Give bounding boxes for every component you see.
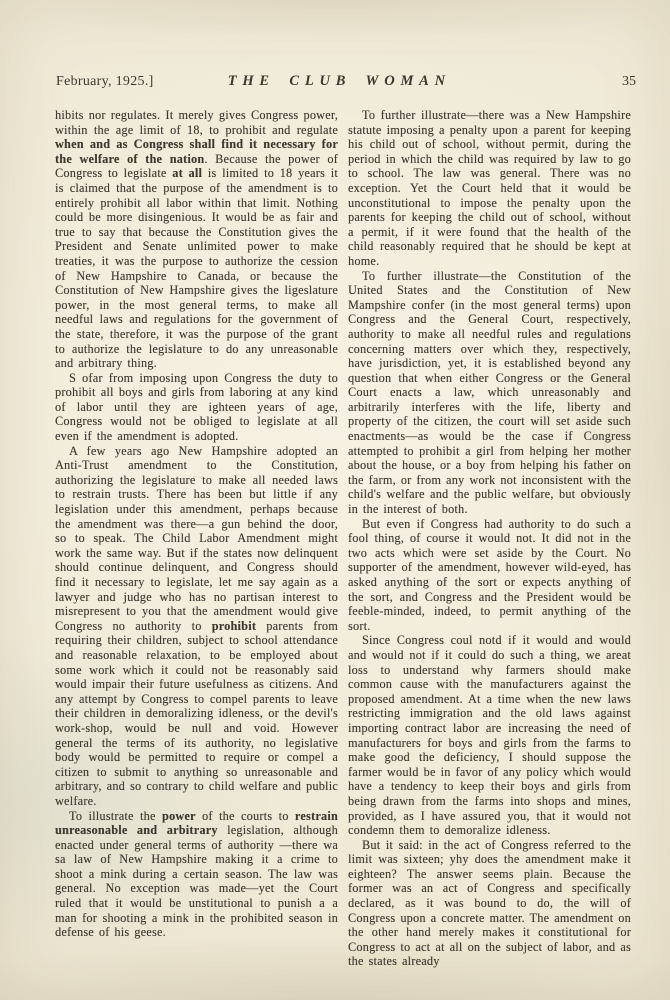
text-segment: A few years ago New Hampshire adopted an Anti-Trust amendment to the Constitution, authorizing the legislature to make all needed laws to restrain trusts. There has been but little if any legislation under this amendment, perhaps because the amendment was there—a gun behind the door, so to speak. The Child Labor Amendment might work the same way. But if the states now delinquent should continue delinquent, and Congress should find it necessary to legislate, let me say again as a lawyer and judge who has no partisan interest to misrepresent to you that the amendment would give Congress no authority to [55, 443, 338, 633]
paragraph [348, 633, 631, 837]
paragraph [55, 809, 338, 940]
text-segment: legislation, although enacted under general terms of authority —there wa sa law of New Hampshire making it a crime to shoot a mink during a certain season. The law was general. No exception was made—yet the Court ruled that it would be unstitutional to punish a a man for shooting a mink in the prohibited season in defense of his geese. [55, 823, 338, 940]
text-segment: To illustrate the [69, 808, 162, 823]
text-segment: To further illustrate—the Constitution of the United States and the Constitution of New Mampshire confer (in the most general terms) upon Congress and the General Court, respectively, authority to make all needful rules and regulations concerning matters over which they, respectively, have jurisdiction, yet, it is established beyond any question that when either Congress or the General Court enacts a law, which unreasonably and arbitrarily interferes with the life, liberty and property of the citizen, the court will set aside such enactments—as would be the case if Congress attempted to prohibit a girl from helping her mother about the house, or a boy from helping his father on the farm, or from any work not inconsistent with the child's welfare and the public welfare, but obviously in the interest of both. [348, 268, 631, 517]
paragraph [55, 371, 338, 444]
issue-date: February, 1925.] [56, 74, 154, 89]
paragraph [348, 517, 631, 634]
bold-text-segment: restrain unreasonable and arbitrary [55, 808, 338, 838]
paragraph [55, 108, 338, 371]
paragraph [348, 838, 631, 969]
page-header [56, 74, 636, 94]
text-segment: of the courts to [195, 808, 295, 823]
page-number: 35 [622, 74, 636, 89]
text-segment: . Because the power of Congress to legislate [55, 151, 338, 181]
text-segment: hibits nor regulates. It merely gives Congress power, within the age limit of 18, to prohibit and regulate [55, 108, 338, 137]
magazine-title: THE CLUB WOMAN [227, 73, 451, 89]
paragraph [348, 269, 631, 517]
paragraph [348, 108, 631, 269]
text-segment: But it said: in the act of Congress referred to the limit was sixteen; yhy does the amendment make it eighteen? The answer seems plain. Because the former was an act of Congress and specifically declared, as it was bound to do, the will of Congress upon a concrete matter. The amendment on the other hand merely makes it constitutional for Congress to act at all on the subject of labor, and as the states already [348, 837, 631, 969]
paragraph [55, 444, 338, 809]
bold-text-segment: at all [172, 166, 203, 181]
text-segment: S ofar from imposing upon Congress the duty to prohibit all boys and girls from laboring at any kind of labor until they are ighteen years of age, Congress would not be obliged to legislate at all even if the amendment is adopted. [55, 370, 338, 444]
text-segment: To further illustrate—there was a New Hampshire statute imposing a penalty upon a parent for keeping his child out of school, without permit, during the period in which the child was required by law to go to school. The law was general. There was no exception. Yet the Court held that it would be unconstitutional to impose the penalty upon the parents for keeping the child out of school, without a permit, if it were found that the health of the child reasonably required that he should be kept at home. [348, 108, 631, 268]
left-column [55, 108, 338, 969]
text-segment: parents from requiring their children, subject to school attendance and reasonable relaxation, to be employed about some work which it could not be reasonably said would impair their future usefulness as citizens. And any attempt by Congress to compel parents to leave their children in demoralizing idleness, or the devil's work-shop, would be null and void. However general the terms of its authority, no legislative body would be permitted to require or compel a citizen to submit to anything so unreasonable and arbitrary, and so contrary to child welfare and public welfare. [55, 618, 338, 808]
bold-text-segment: when and as Congress shall find it necessary for the welfare of the nation [55, 137, 338, 166]
right-column [348, 108, 631, 969]
text-segment: Since Congress coul notd if it would and would and would not if it could do such a thing, we areat loss to understand why farmers should make common cause with the manufacturers against the proposed amendment. At a time when the new laws restricting immigration and the old laws against importing contract labor are increasing the need of manufacturers for boys and girls from the farms to make good the deficiency, I should suppose the farmer would be in favor of any policy which would have a tendency to keep their boys and girls from being drawn from the farms into shops and mines, provided, as I have assured you, that it would not condemn them to demoralize idleness. [348, 633, 631, 838]
bold-text-segment: power [161, 808, 196, 823]
text-segment: is limited to 18 years it is claimed that the purpose of the amendment is to entirely prohibit all labor within that limit. Nothing could be more disingenious. It would be as fair and true to say that because the Constitution gives the President and Senate unlimited power to make treaties, it was the purpose to authorize the cession of New Hampshire to Canada, or because the Constitution of New Hampshire gives the ligeslature power, in the most general terms, to make all needful laws and regulations for the government of the state, therefore, it was the purpose of the grant to authorize the legislature to do any unreasonable and arbitrary thing. [55, 166, 338, 371]
text-segment: But even if Congress had authority to do such a fool thing, of course it would not. It did not in the two acts which were set aside by the Court. No supporter of the amendment, however wild-eyed, has asked anything of the sort or expects anything of the sort, and Congress and the President would be feeble-minded, indeed, to permit anything of the sort. [348, 516, 631, 633]
bold-text-segment: prohibit [211, 618, 257, 633]
text-columns [55, 108, 631, 969]
